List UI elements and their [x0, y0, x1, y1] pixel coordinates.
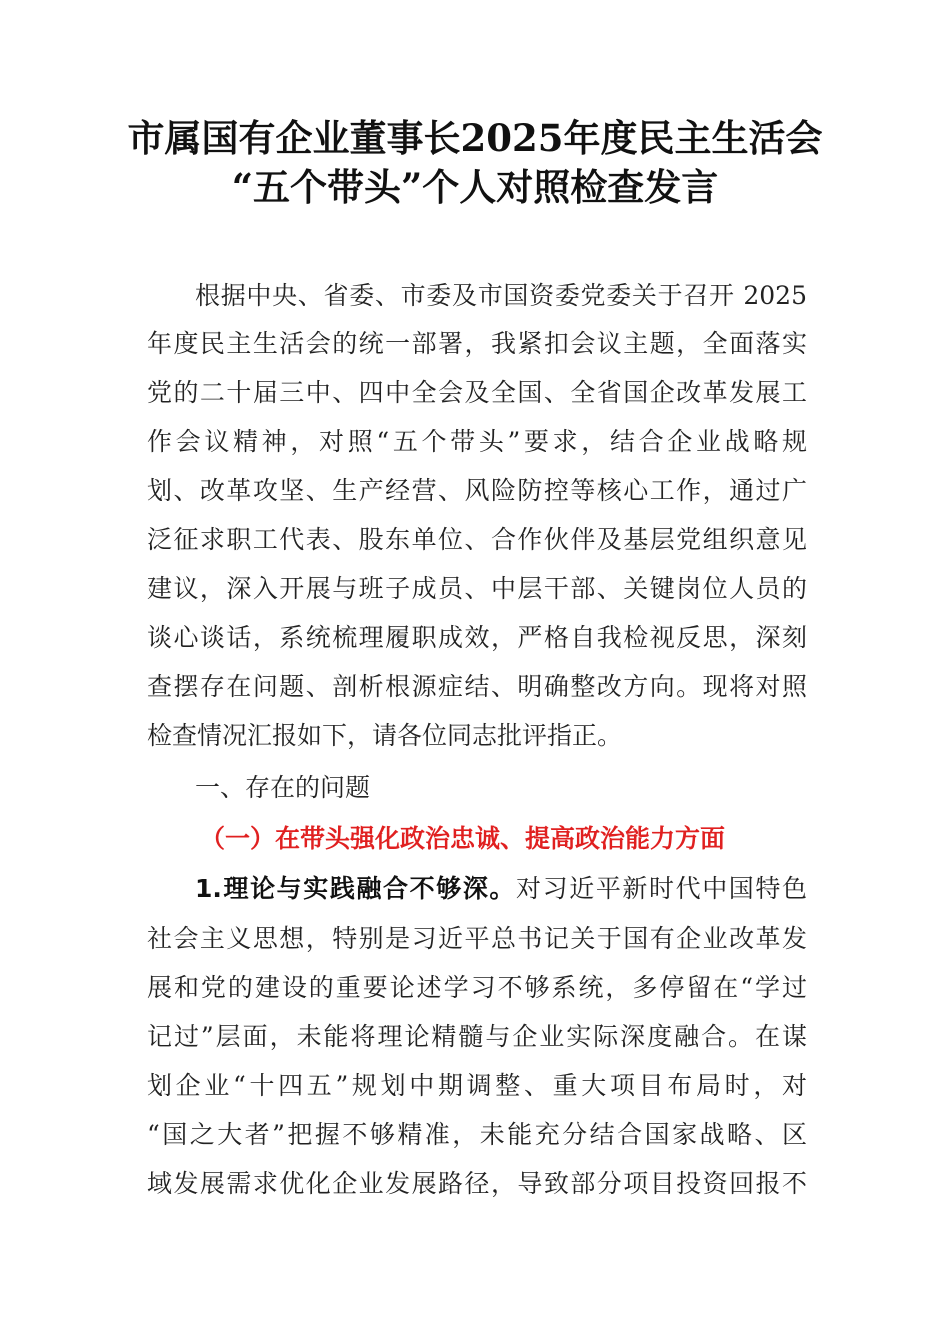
item-1-line: 记过”层面，未能将理论精髓与企业实际深度融合。在谋 — [147, 1022, 807, 1051]
item-1-first-line — [195, 872, 807, 906]
item-1-line: 社会主义思想，特别是习近平总书记关于国有企业改革发 — [147, 924, 807, 953]
subsection-heading: （一）在带头强化政治忠诚、提高政治能力方面 — [200, 824, 726, 853]
document-title-line-1: 市属国有企业董事长2025年度民主生活会 — [127, 116, 823, 160]
item-1-line: 展和党的建设的重要论述学习不够系统，多停留在“学过 — [147, 973, 807, 1002]
intro-line: 泛征求职工代表、股东单位、合作伙伴及基层党组织意见 — [147, 525, 807, 554]
item-1-line: 划企业“十四五”规划中期调整、重大项目布局时，对 — [147, 1071, 807, 1100]
intro-line: 根据中央、省委、市委及市国资委党委关于召开 2025 — [195, 281, 807, 310]
intro-line: 作会议精神，对照“五个带头”要求，结合企业战略规 — [147, 427, 807, 456]
intro-line: 查摆存在问题、剖析根源症结、明确整改方向。现将对照 — [147, 672, 807, 701]
item-1-first-text: 对习近平新时代中国特色 — [516, 874, 807, 903]
intro-line: 谈心谈话，系统梳理履职成效，严格自我检视反思，深刻 — [147, 623, 807, 652]
item-1-title: 1.理论与实践融合不够深。 — [195, 874, 517, 903]
section-heading: 一、存在的问题 — [195, 773, 371, 802]
intro-line: 检查情况汇报如下，请各位同志批评指正。 — [147, 721, 623, 750]
intro-line: 建议，深入开展与班子成员、中层干部、关键岗位人员的 — [147, 574, 807, 603]
intro-line: 年度民主生活会的统一部署，我紧扣会议主题，全面落实 — [147, 329, 807, 358]
item-1-line: “国之大者”把握不够精准，未能充分结合国家战略、区 — [147, 1120, 807, 1149]
document-title-line-2: “五个带头”个人对照检查发言 — [231, 165, 719, 209]
intro-line: 党的二十届三中、四中全会及全国、全省国企改革发展工 — [147, 378, 807, 407]
intro-line: 划、改革攻坚、生产经营、风险防控等核心工作，通过广 — [147, 476, 807, 505]
item-1-line: 域发展需求优化企业发展路径，导致部分项目投资回报不 — [147, 1169, 807, 1198]
